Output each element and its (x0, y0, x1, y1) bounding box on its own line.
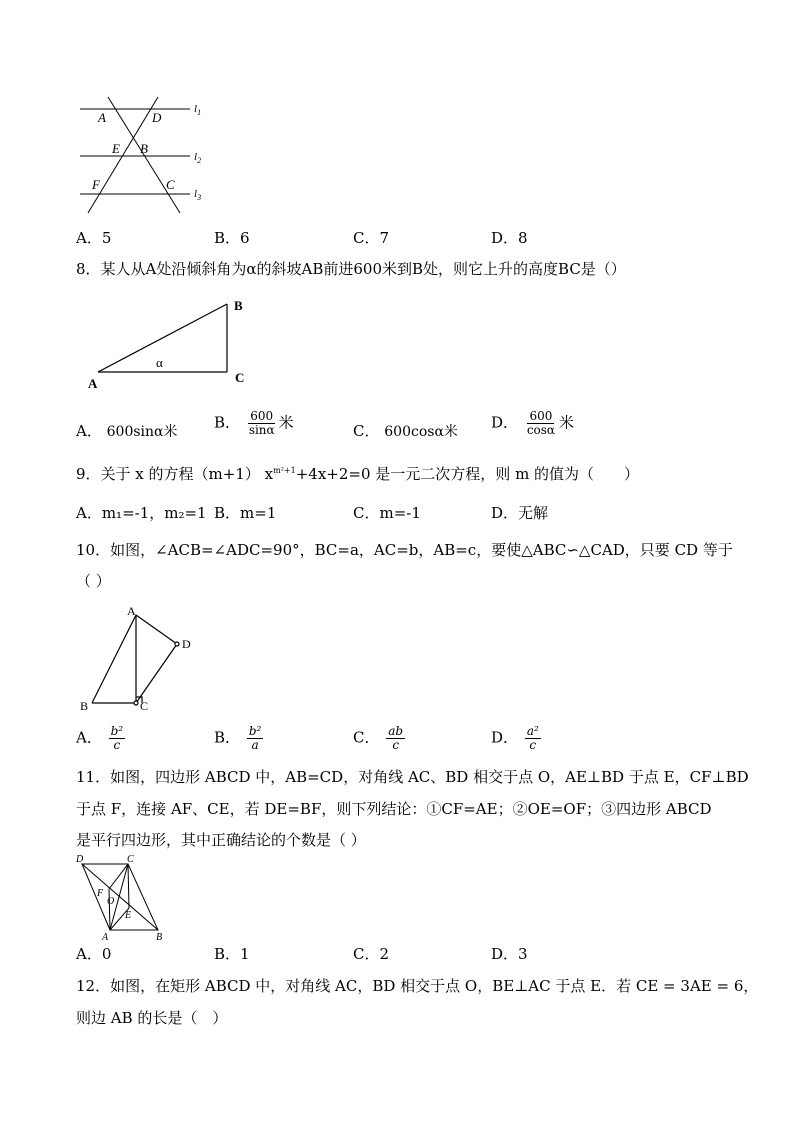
q7-option-d[interactable]: D．8 (491, 229, 528, 247)
q8-option-c[interactable]: C． 600cosα米 (353, 422, 458, 440)
q11-label-c: C (127, 854, 134, 865)
q8-stem: 8．某人从A处沿倾斜角为α的斜坡AB前进600米到B处，则它上升的高度BC是（） (76, 260, 626, 278)
q8-label-c: C (235, 370, 245, 385)
q8-label-alpha: α (156, 355, 163, 370)
q10-option-c[interactable]: C． $\frac{ab}{c}$ (353, 724, 404, 752)
q9-option-c[interactable]: C．m=-1 (353, 504, 421, 522)
q7-label-d: D (152, 110, 162, 125)
q11-option-b[interactable]: B．1 (214, 945, 250, 963)
q11-label-e: E (125, 910, 132, 921)
q9-option-a[interactable]: A．m₁=-1，m₂=1 (76, 504, 207, 522)
q10-figure (76, 600, 201, 718)
q8-label-b: B (234, 298, 243, 313)
q10-label-c: C (140, 699, 149, 713)
q11-label-b: B (156, 932, 163, 943)
q7-label-b: B (140, 141, 148, 156)
q12-stem-line1: 12．如图，在矩形 ABCD 中，对角线 AC，BD 相交于点 O，BE⊥AC 于点 E．若 CE = 3AE = 6， (76, 977, 759, 995)
q10-stem-line1: 10．如图，∠ACB=∠ADC=90°，BC=a，AC=b，AB=c，要使△ABC∽△CAD，只要 CD 等于 (76, 541, 733, 559)
q11-stem-line1: 11．如图，四边形 ABCD 中，AB=CD，对角线 AC、BD 相交于点 O，AE⊥BD 于点 E，CF⊥BD (76, 768, 749, 786)
q7-figure (72, 95, 212, 220)
q8-option-a[interactable]: A． 600sinα米 (76, 422, 178, 440)
q11-label-f: F (97, 888, 104, 899)
q11-option-d[interactable]: D．3 (491, 945, 528, 963)
q9-stem: 9．关于 x 的方程（m+1） $x^{m^2+1}+4x+2=0$ 是一元二次方程，则 m 的值为（ ） (76, 465, 640, 483)
q11-figure (72, 852, 172, 944)
q7-option-c[interactable]: C．7 (353, 229, 390, 247)
q7-label-f: F (92, 177, 100, 192)
q9-option-b[interactable]: B．m=1 (214, 504, 277, 522)
q10-label-d: D (182, 637, 191, 651)
q7-label-a: A (98, 110, 106, 125)
q7-label-l3: $l_3$ (194, 188, 202, 202)
q12-stem-line2: 则边 AB 的长是（ ） (76, 1009, 228, 1027)
q11-stem-line2: 于点 F，连接 AF、CE，若 DE=BF，则下列结论：①CF=AE；②OE=OF；③四边形 ABCD (76, 800, 712, 818)
q11-label-a: A (102, 932, 109, 943)
q8-label-a: A (88, 376, 98, 391)
q9-option-d[interactable]: D．无解 (491, 504, 549, 522)
q10-stem-line2: （ ） (76, 572, 111, 590)
q10-label-a: A (127, 604, 136, 618)
q10-option-a[interactable]: A． $\frac{\text{b²}}{c}$ (76, 724, 124, 752)
q7-label-l2: $l_2$ (194, 151, 202, 165)
q7-label-l1: $l_1$ (194, 103, 202, 117)
q10-label-b: B (80, 699, 89, 713)
q11-option-a[interactable]: A．0 (76, 945, 112, 963)
q10-option-b[interactable]: B． $\frac{\text{b²}}{a}$ (214, 724, 262, 752)
q11-label-d: D (76, 854, 84, 865)
q11-stem-line3: 是平行四边形，其中正确结论的个数是（ ） (76, 831, 366, 849)
q7-option-b[interactable]: B．6 (214, 229, 250, 247)
q11-option-c[interactable]: C．2 (353, 945, 390, 963)
q8-figure (84, 292, 254, 392)
q10-option-d[interactable]: D． $\frac{\text{a²}}{c}$ (491, 724, 539, 752)
q8-option-b[interactable]: B． $\frac{600}{\sin\alpha}$ 米 (214, 409, 294, 437)
q11-label-o: O (107, 896, 115, 907)
q7-label-e: E (112, 141, 120, 156)
q8-option-d[interactable]: D． $\frac{600}{\cos\alpha}$ 米 (491, 409, 575, 437)
q7-label-c: C (166, 177, 175, 192)
q7-option-a[interactable]: A．5 (76, 229, 112, 247)
